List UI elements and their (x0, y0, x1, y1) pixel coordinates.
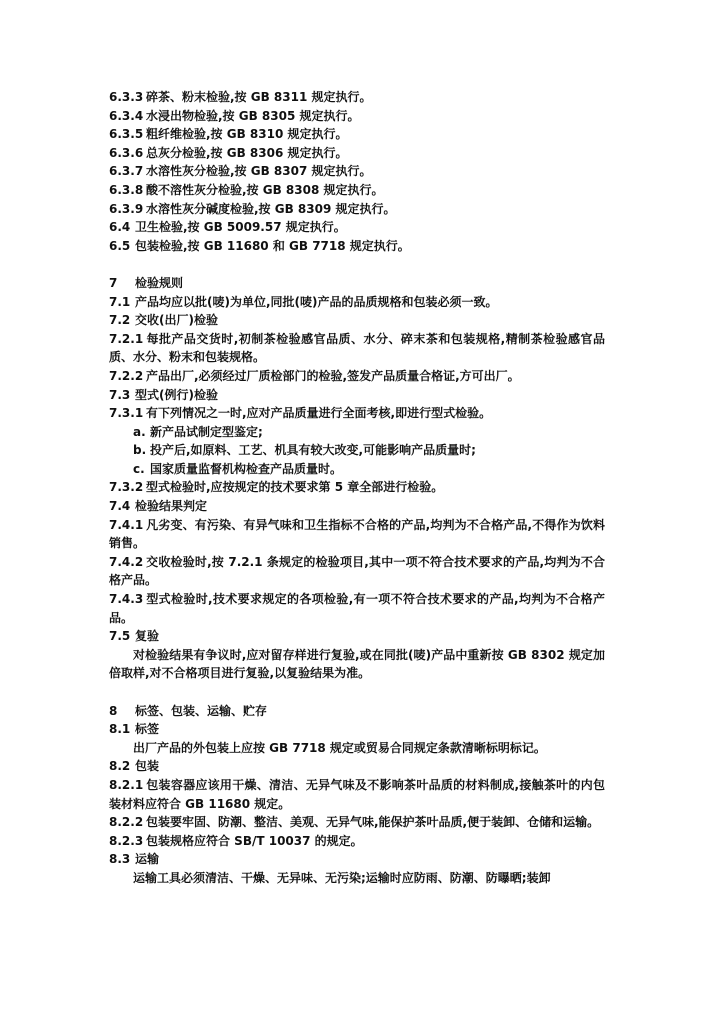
clause-text: 型式检验时,应按规定的技术要求第 5 章全部进行检验。 (146, 480, 444, 495)
clause-text: 水溶性灰分检验,按 GB 8307 规定执行。 (146, 164, 372, 179)
clause-number: 6.3.4 (109, 108, 144, 123)
list-item-c (109, 460, 605, 479)
list-item-b (109, 441, 605, 460)
clause-number: 8.2 (109, 759, 131, 774)
list-item-a (109, 423, 605, 442)
clause-8-1 (109, 720, 605, 739)
clause-7-3-2 (109, 478, 605, 497)
clause-7-5 (109, 627, 605, 646)
clause-6-5 (109, 237, 605, 256)
clause-text: 型式检验时,技术要求规定的各项检验,有一项不符合技术要求的产品,均判为不合格产品。 (109, 592, 605, 625)
clause-text: 包装检验,按 GB 11680 和 GB 7718 规定执行。 (135, 238, 410, 253)
clause-7-4-3 (109, 590, 605, 627)
spacer (109, 255, 605, 274)
clause-8-2 (109, 757, 605, 776)
list-letter: a. (133, 424, 146, 439)
clause-number: 6.3.9 (109, 201, 144, 216)
section-title: 检验规则 (135, 275, 184, 290)
clause-text: 交收(出厂)检验 (135, 313, 218, 328)
clause-number: 7.2.2 (109, 368, 144, 383)
clause-number: 6.3.7 (109, 164, 144, 179)
clause-text: 产品出厂,必须经过厂质检部门的检验,签发产品质量合格证,方可出厂。 (146, 368, 520, 383)
list-text: 新产品试制定型鉴定; (150, 424, 263, 439)
clause-number: 8.3 (109, 852, 131, 867)
spacer (109, 683, 605, 702)
clause-number: 7.2.1 (109, 331, 144, 346)
clause-text: 水浸出物检验,按 GB 8305 规定执行。 (146, 108, 360, 123)
clause-number: 7.1 (109, 294, 131, 309)
section-number: 7 (109, 275, 118, 290)
clause-text: 每批产品交货时,初制茶检验感官品质、水分、碎末茶和包装规格,精制茶检验感官品质、水分、粉末和包装规格。 (109, 331, 605, 365)
clause-6-3-5 (109, 125, 605, 144)
clause-text: 检验结果判定 (135, 499, 208, 514)
clause-8-1-body: 出厂产品的外包装上应按 GB 7718 规定或贸易合同规定条款清晰标明标记。 (133, 740, 546, 755)
clause-text: 酸不溶性灰分检验,按 GB 8308 规定执行。 (146, 182, 384, 197)
clause-text: 包装 (135, 759, 160, 774)
clause-6-3-4 (109, 107, 605, 126)
clause-text: 总灰分检验,按 GB 8306 规定执行。 (146, 145, 348, 160)
clause-7-1 (109, 293, 605, 312)
clause-7-2 (109, 311, 605, 330)
clause-number: 8.2.2 (109, 815, 144, 830)
clause-number: 7.3.1 (109, 406, 144, 421)
clause-text: 复验 (135, 629, 160, 644)
clause-6-3-9 (109, 200, 605, 219)
clause-text: 包装容器应该用干燥、清洁、无异气味及不影响茶叶品质的材料制成,接触茶叶的内包装材料应符合 GB 11680 规定。 (109, 777, 605, 811)
clause-6-3-7 (109, 162, 605, 181)
clause-7-4 (109, 497, 605, 516)
clause-text: 包装规格应符合 SB/T 10037 的规定。 (146, 833, 363, 848)
clause-number: 8.2.3 (109, 833, 144, 848)
clause-7-3-1 (109, 404, 605, 423)
clause-6-3-3 (109, 88, 605, 107)
document-body (109, 88, 605, 888)
clause-text: 产品均应以批(唛)为单位,同批(唛)产品的品质规格和包装必须一致。 (135, 294, 498, 309)
list-letter: b. (133, 443, 147, 458)
clause-number: 7.3 (109, 387, 131, 402)
list-text: 国家质量监督机构检查产品质量时。 (150, 461, 343, 476)
clause-number: 6.5 (109, 238, 131, 253)
clause-number: 7.2 (109, 313, 131, 328)
clause-number: 7.4.2 (109, 554, 144, 569)
section-heading-7 (109, 274, 605, 293)
clause-text: 有下列情况之一时,应对产品质量进行全面考核,即进行型式检验。 (146, 406, 492, 421)
clause-text: 水溶性灰分碱度检验,按 GB 8309 规定执行。 (146, 201, 396, 216)
section-number: 8 (109, 703, 118, 718)
clause-number: 7.4.3 (109, 592, 144, 607)
clause-6-4 (109, 218, 605, 237)
clause-text: 凡劣变、有污染、有异气味和卫生指标不合格的产品,均判为不合格产品,不得作为饮料销售。 (109, 517, 605, 551)
clause-number: 7.5 (109, 629, 131, 644)
clause-number: 7.4.1 (109, 517, 144, 532)
clause-number: 6.3.5 (109, 127, 144, 142)
clause-text: 运输 (135, 852, 160, 867)
clause-7-2-1 (109, 330, 605, 367)
clause-7-5-body: 对检验结果有争议时,应对留存样进行复验,或在同批(唛)产品中重新按 GB 8302 规定加倍取样,对不合格项目进行复验,以复验结果为准。 (109, 647, 605, 681)
clause-number: 6.4 (109, 220, 131, 235)
clause-7-2-2 (109, 367, 605, 386)
clause-number: 8.2.1 (109, 777, 144, 792)
clause-7-3 (109, 386, 605, 405)
clause-text: 型式(例行)检验 (135, 387, 218, 402)
clause-text: 包装要牢固、防潮、整洁、美观、无异气味,能保护茶叶品质,便于装卸、仓储和运输。 (146, 815, 600, 830)
clause-text: 卫生检验,按 GB 5009.57 规定执行。 (135, 220, 346, 235)
clause-text: 标签 (135, 722, 160, 737)
section-heading-8 (109, 702, 605, 721)
clause-number: 7.4 (109, 499, 131, 514)
clause-8-2-1 (109, 776, 605, 813)
clause-number: 8.1 (109, 722, 131, 737)
clause-number: 6.3.3 (109, 90, 144, 104)
clause-7-4-1 (109, 516, 605, 553)
clause-8-2-3 (109, 832, 605, 851)
clause-6-3-8 (109, 181, 605, 200)
list-text: 投产后,如原料、工艺、机具有较大改变,可能影响产品质量时; (150, 443, 476, 458)
list-letter: c. (133, 461, 145, 476)
clause-text: 粗纤维检验,按 GB 8310 规定执行。 (146, 127, 348, 142)
clause-text: 交收检验时,按 7.2.1 条规定的检验项目,其中一项不符合技术要求的产品,均判为不合格产品。 (109, 554, 605, 588)
clause-6-3-6 (109, 144, 605, 163)
clause-8-3-body: 运输工具必须清洁、干燥、无异味、无污染;运输时应防雨、防潮、防曝晒;装卸 (133, 870, 551, 885)
section-title: 标签、包装、运输、贮存 (135, 703, 268, 718)
clause-text: 碎茶、粉末检验,按 GB 8311 规定执行。 (146, 90, 372, 104)
clause-8-2-2 (109, 813, 605, 832)
clause-7-4-2 (109, 553, 605, 590)
clause-number: 6.3.6 (109, 145, 144, 160)
clause-number: 6.3.8 (109, 182, 144, 197)
clause-number: 7.3.2 (109, 480, 144, 495)
clause-8-3 (109, 850, 605, 869)
